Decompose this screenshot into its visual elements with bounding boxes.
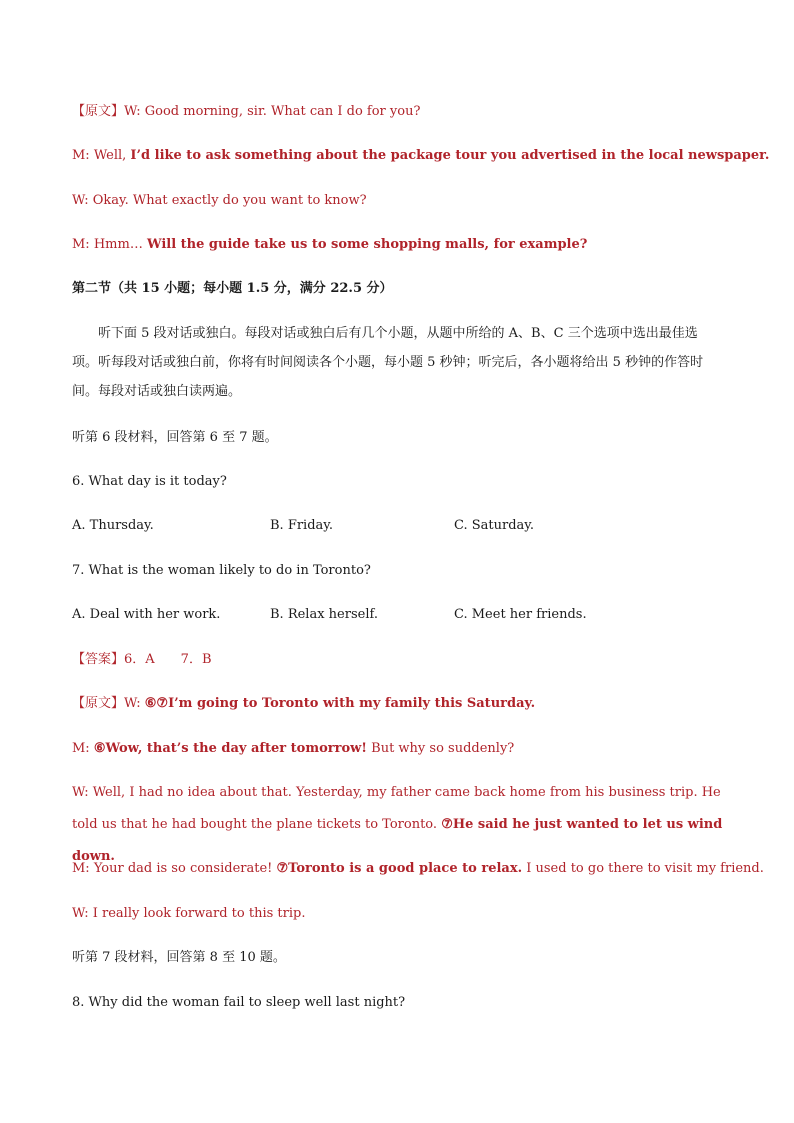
transcript-tag: 【原文】 (72, 104, 125, 119)
transcript-text: W: Good morning, sir. What can I do for you? (124, 104, 421, 119)
transcript-line: W: I really look forward to this trip. (72, 906, 306, 921)
key-sentence: ⑦Toronto is a good place to relax. (276, 861, 523, 876)
transcript-line-1 (72, 102, 734, 122)
option-7a: A. Deal with her work. (72, 607, 221, 622)
option-6b: B. Friday. (270, 518, 334, 533)
key-sentence: Will the guide take us to some shopping malls, for example? (146, 237, 588, 252)
material-header: 听第 6 段材料，回答第 6 至 7 题。 (72, 430, 278, 445)
transcript-line (72, 859, 764, 879)
transcript-line-3: W: Okay. What exactly do you want to know? (72, 193, 367, 208)
transcript-line-4 (72, 235, 734, 255)
answer-text: 6．A 7．B (124, 652, 212, 667)
transcript-line-2 (72, 146, 770, 166)
key-sentence: ⑥Wow, that’s the day after tomorrow! (93, 741, 368, 756)
question-stem-8: 8. Why did the woman fail to sleep well last night? (72, 995, 406, 1010)
option-7c: C. Meet her friends. (454, 607, 587, 622)
speaker-text: M: (72, 741, 94, 756)
speaker-text: M: Hmm… (72, 237, 147, 252)
key-sentence: I’d like to ask something about the package tour you advertised in the local newspaper. (130, 148, 770, 163)
answer-line (72, 650, 734, 670)
transcript-text: W: Well, I had no idea about that. Yesterday, my father came back home from his business trip. He told us that he had bought the plane tickets to Toronto. (72, 785, 721, 832)
question-stem-6: 6. What day is it today? (72, 474, 227, 489)
transcript-text: But why so suddenly? (367, 741, 515, 756)
transcript-text: M: Your dad is so considerate! (72, 861, 277, 876)
option-6a: A. Thursday. (72, 518, 154, 533)
option-7b: B. Relax herself. (270, 607, 378, 622)
key-sentence: ⑥⑦I’m going to Toronto with my family this Saturday. (144, 696, 536, 711)
transcript-line (72, 694, 734, 714)
question-stem-7: 7. What is the woman likely to do in Toronto? (72, 563, 371, 578)
transcript-line (72, 739, 734, 759)
transcript-tag: 【原文】 (72, 696, 125, 711)
speaker-text: W: (124, 696, 145, 711)
section-title: 第二节（共 15 小题；每小题 1.5 分，满分 22.5 分） (72, 281, 393, 296)
section-instructions: 听下面 5 段对话或独白。每段对话或独白后有几个小题，从题中所给的 A、B、C 三个选项中选出最佳选项。听每段对话或独白前，你将有时间阅读各个小题，每小题 5 秒钟；听完后，各小题将给出 5 秒钟的作答时间。每段对话或独白读两遍。 (72, 326, 704, 399)
transcript-text: I used to go there to visit my friend. (522, 861, 764, 876)
key-sentence: ⑦He said he just wanted to let us wind down. (72, 817, 723, 864)
material-header: 听第 7 段材料，回答第 8 至 10 题。 (72, 950, 286, 965)
answer-tag: 【答案】 (72, 652, 125, 667)
option-6c: C. Saturday. (454, 518, 535, 533)
speaker-text: M: Well, (72, 148, 131, 163)
